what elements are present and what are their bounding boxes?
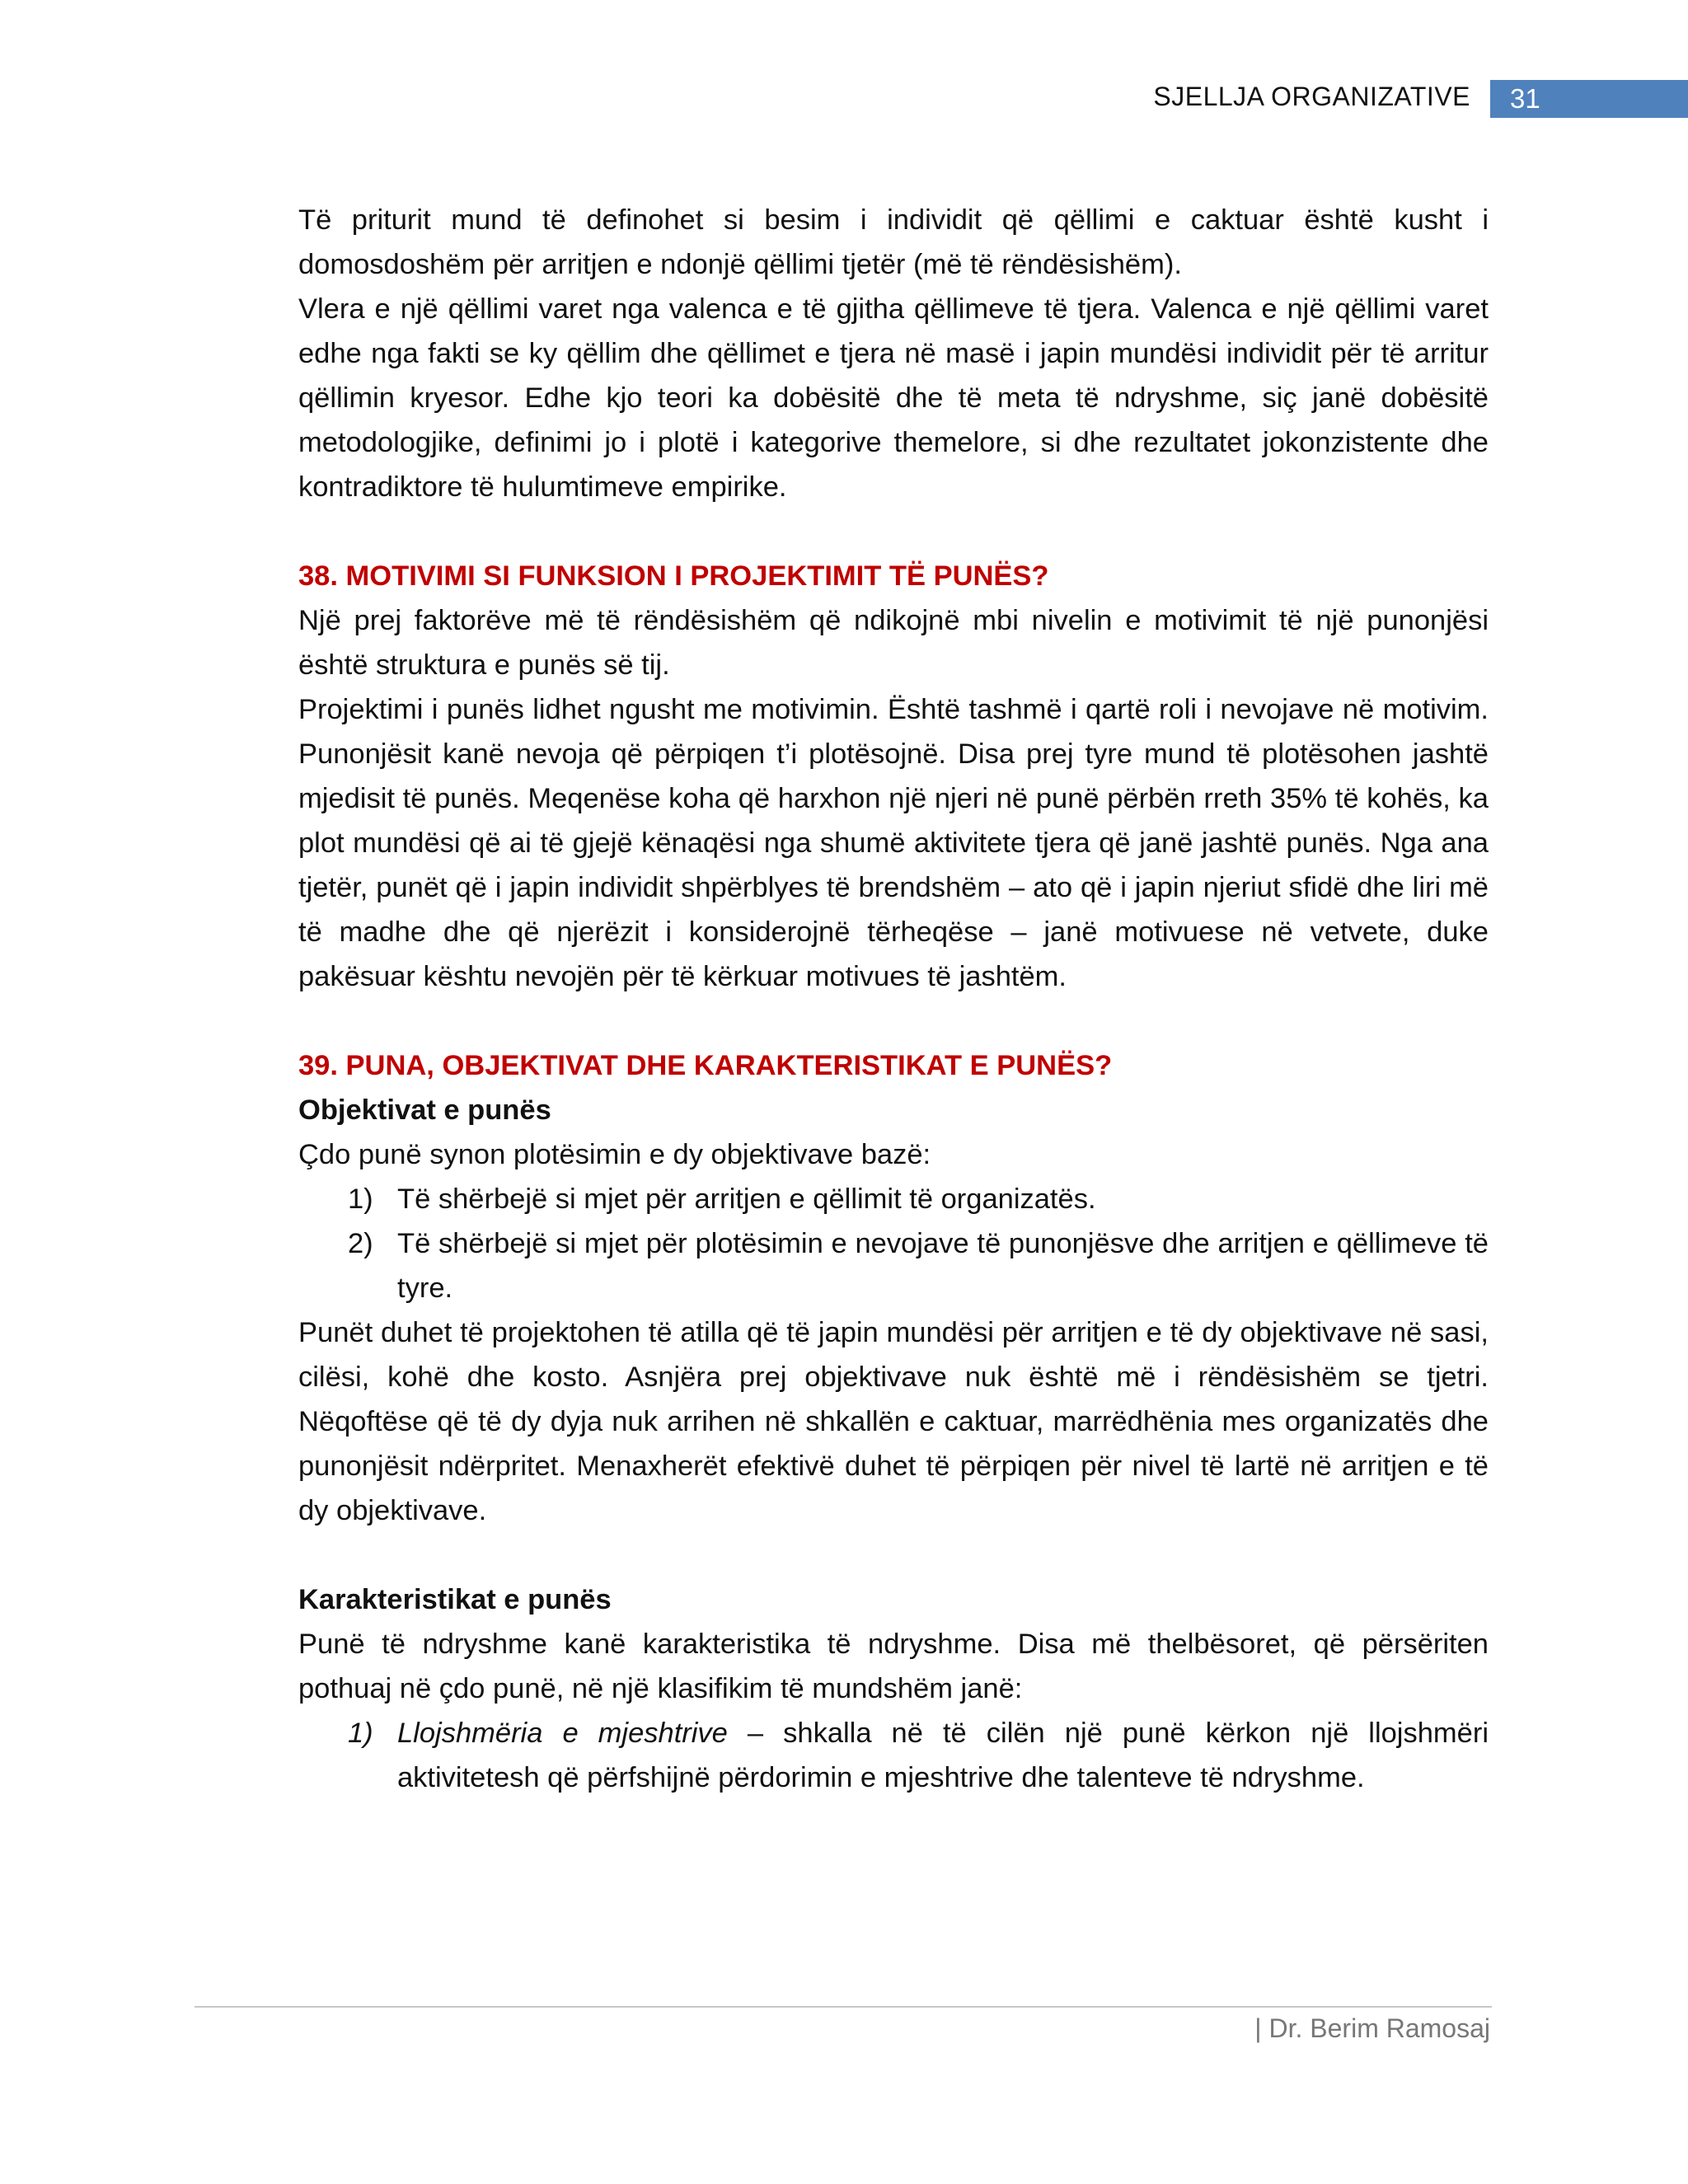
characteristics-heading: Karakteristikat e punës bbox=[298, 1584, 612, 1615]
section-38-paragraph-1: Një prej faktorëve më të rëndësishëm që ndikojnë mbi nivelin e motivimit të një punonjësi është struktura e punës së tij. bbox=[298, 605, 1489, 681]
list-number: 2) bbox=[348, 1228, 373, 1259]
objectives-intro: Çdo punë synon plotësimin e dy objektivave bazë: bbox=[298, 1139, 931, 1170]
list-number: 1) bbox=[348, 1718, 373, 1749]
intro-paragraph-1: Të priturit mund të definohet si besim i individit që qëllimi e caktuar është kusht i domosdoshëm për arritjen e ndonjë qëllimi tjetër (më të rëndësishëm). bbox=[298, 204, 1489, 280]
characteristic-text: – shkalla në të cilën një punë kërkon një llojshmëri aktivitetesh që përfshijnë përdorimin e mjeshtrive dhe talenteve të ndryshme. bbox=[397, 1718, 1489, 1793]
section-38-title: 38. MOTIVIMI SI FUNKSION I PROJEKTIMIT TË PUNËS? bbox=[298, 560, 1049, 592]
page-number-badge: 31 bbox=[1490, 80, 1688, 118]
characteristic-item-1 bbox=[298, 1711, 1489, 1800]
section-38-paragraph-2: Projektimi i punës lidhet ngusht me motivimin. Është tashmë i qartë roli i nevojave në motivim. Punonjësit kanë nevoja që përpiqen t’i plotësojnë. Disa prej tyre mund të plotësohen jashtë mjedisit të punës. Meqenëse koha që harxhon një njeri në punë përbën rreth 35% të kohës, ka plot mundësi që ai të gjejë kënaqësi nga shumë aktivitete tjera që janë jashtë punës. Nga ana tjetër, punët që i japin individit shpërblyes të brendshëm – ato që i japin njeriut sfidë dhe liri më të madhe dhe që njerëzit i konsiderojnë tërheqëse – janë motivuese në vetvete, duke pakësuar kështu nevojën për të kërkuar motivues të jashtëm. bbox=[298, 694, 1489, 992]
footer-divider bbox=[195, 2006, 1492, 2008]
section-39-title: 39. PUNA, OBJEKTIVAT DHE KARAKTERISTIKAT E PUNËS? bbox=[298, 1050, 1113, 1081]
characteristics-intro: Punë të ndryshme kanë karakteristika të ndryshme. Disa më thelbësoret, që përsëriten pothuaj në çdo punë, në një klasifikim të mundshëm janë: bbox=[298, 1629, 1489, 1704]
spacer bbox=[298, 999, 1489, 1043]
spacer bbox=[298, 509, 1489, 554]
header-title: SJELLJA ORGANIZATIVE bbox=[1153, 82, 1470, 111]
spacer bbox=[298, 1533, 1489, 1577]
objectives-heading: Objektivat e punës bbox=[298, 1094, 551, 1126]
list-text: Të shërbejë si mjet për arritjen e qëllimit të organizatës. bbox=[397, 1183, 1096, 1215]
intro-paragraph-2: Vlera e një qëllimi varet nga valenca e të gjitha qëllimeve të tjera. Valenca e një qëllimi varet edhe nga fakti se ky qëllim dhe qëllimet e tjera në masë i japin mundësi individit për të arritur qëllimin kryesor. Edhe kjo teori ka dobësitë dhe të meta të ndryshme, siç janë dobësitë metodologjike, definimi jo i plotë i kategorive themelore, si dhe rezultatet jokonzistente dhe kontradiktore të hulumtimeve empirike. bbox=[298, 293, 1489, 503]
page-body bbox=[298, 198, 1489, 1800]
characteristic-term: Llojshmëria e mjeshtrive bbox=[397, 1718, 728, 1749]
footer-author: | Dr. Berim Ramosaj bbox=[1254, 2013, 1490, 2043]
objective-item-1 bbox=[298, 1177, 1489, 1221]
list-number: 1) bbox=[348, 1183, 373, 1215]
list-text: Të shërbejë si mjet për plotësimin e nevojave të punonjësve dhe arritjen e qëllimeve të tyre. bbox=[397, 1228, 1489, 1304]
objectives-paragraph: Punët duhet të projektohen të atilla që të japin mundësi për arritjen e të dy objektivave në sasi, cilësi, kohë dhe kosto. Asnjëra prej objektivave nuk është më i rëndësishëm se tjetri. Nëqoftëse që të dy dyja nuk arrihen në shkallën e caktuar, marrëdhënia mes organizatës dhe punonjësit ndërpritet. Menaxherët efektivë duhet të përpiqen për nivel të lartë në arritjen e të dy objektivave. bbox=[298, 1317, 1489, 1526]
objective-item-2 bbox=[298, 1221, 1489, 1310]
